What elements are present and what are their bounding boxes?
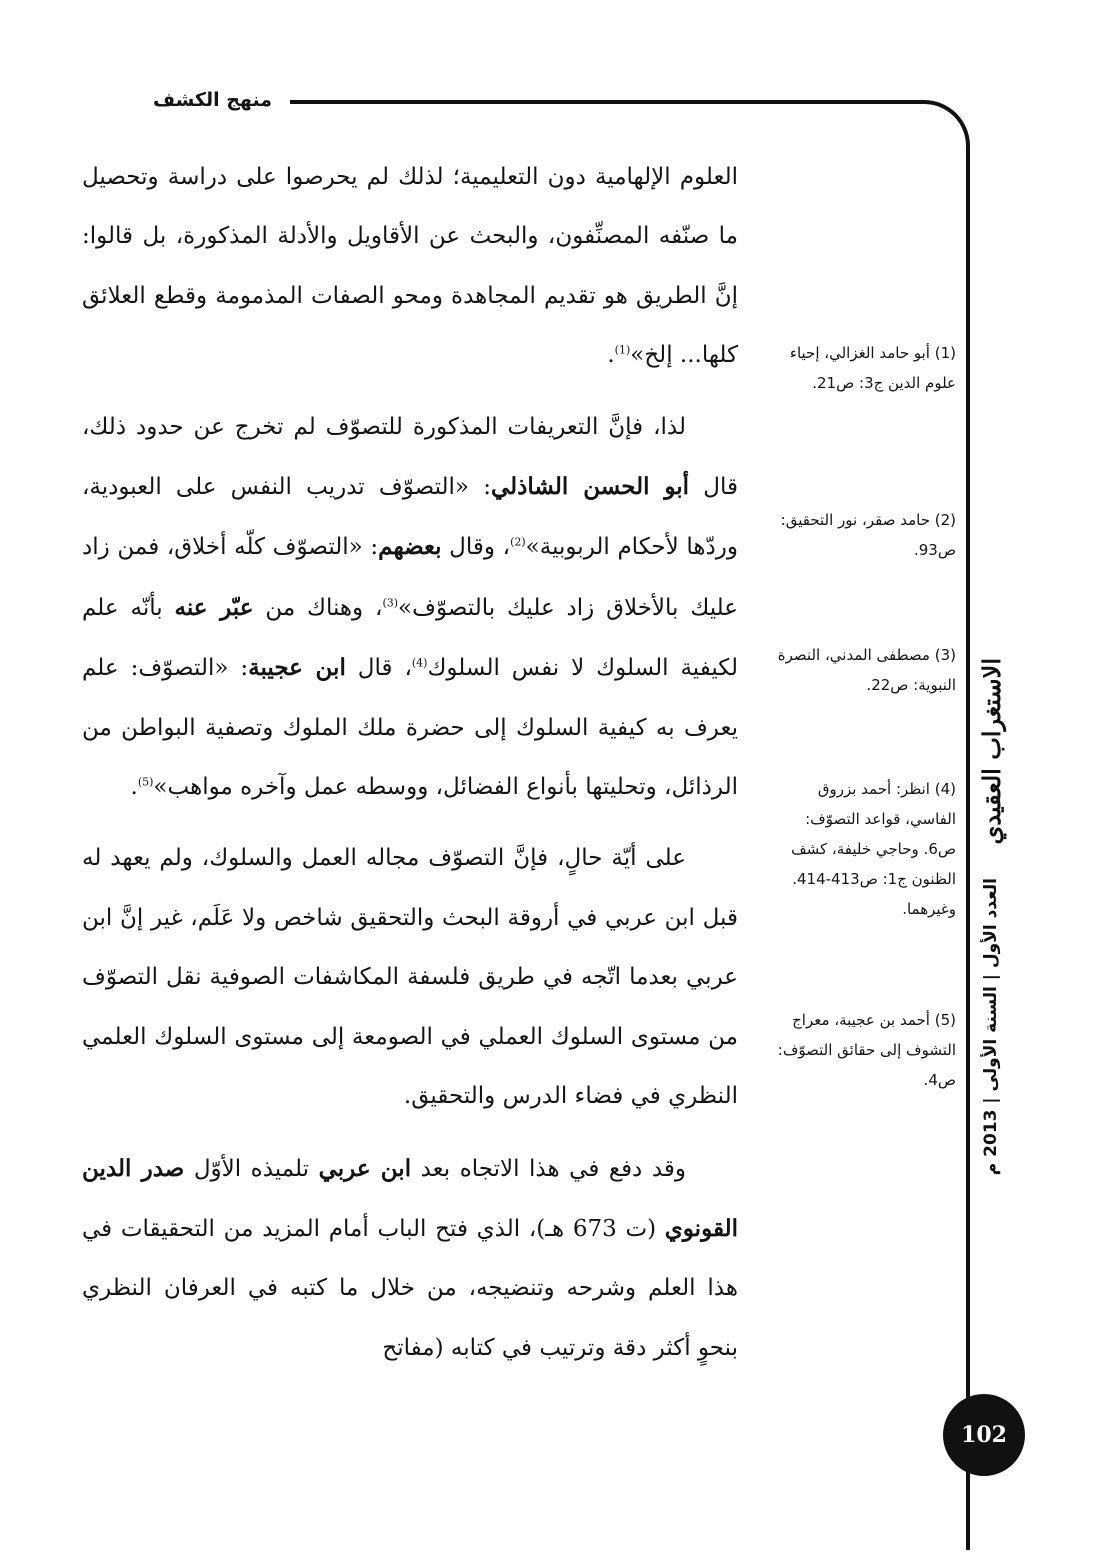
author-name: صدر الدين القونوي (82, 1154, 738, 1242)
paragraph-text: . (607, 342, 615, 369)
footnote-3: (3) مصطفى المدني، النصرة النبوية: ص22. (777, 646, 956, 694)
footnote-5: (5) أحمد بن عجيبة، معراج التشوف إلى حقائق التصوّف: ص4. (777, 1011, 956, 1089)
main-text (82, 148, 738, 1390)
footnote-1: (1) أبو حامد الغزالي، إحياء علوم الدين ج3: ص21. (789, 344, 956, 392)
author-name: أبو الحسن الشاذلي (490, 473, 690, 501)
paragraph-text: تلميذه الأوّل (184, 1155, 319, 1182)
page-number-badge: 102 (943, 1394, 1025, 1476)
paragraph-2 (82, 398, 738, 818)
paragraph-text: (ت 673 هـ)، الذي فتح الباب أمام المزيد من التحقيقات في هذا العلم وشرحه وتنضيجه، من خلال ما كتبه في العرفان النظري بنحوٍ أكثر دقة وترتيب في كتابه (مفاتح (82, 1215, 738, 1361)
paragraph-text: . (130, 774, 138, 801)
paragraph-text: : «التصوّف: علم يعرف به كيفية السلوك إلى حضرة ملك الملوك وتصفية البواطن من الرذائل، وتحليتها بأنواع الفضائل، ووسطه عمل وآخره مواهب» (82, 655, 738, 801)
paragraph-1 (82, 148, 738, 386)
running-header: منهج الكشف (152, 89, 272, 111)
footnote-ref-4[interactable]: (4) (411, 656, 428, 670)
author-name: ابن عربي (318, 1154, 412, 1182)
footnote-ref-5[interactable]: (5) (137, 775, 154, 789)
footnote-ref-2[interactable]: (2) (510, 535, 526, 549)
paragraph-text: لذا، فإنَّ التعريفات المذكورة للتصوّف لم تخرج عن حدود ذلك، قال (82, 413, 739, 501)
author-name: ابن عجيبة (248, 654, 346, 682)
emphasis-text: عبّر عنه (174, 593, 254, 621)
paragraph-text: ، وقال (441, 534, 511, 561)
footnote-4: (4) انظر: أحمد بزروق الفاسي، قواعد التصوّف: ص6. وحاجي خليفة، كشف الظنون ج1: ص413-414. وغيرهما. (791, 780, 956, 918)
paragraph-text: ، قال (345, 655, 412, 682)
paragraph-text: ، وهناك من (253, 594, 383, 621)
paragraph-text: : «التصوّف كلّه أخلاق، فمن زاد عليك بالأخلاق زاد عليك بالتصوّف» (82, 534, 738, 621)
paragraph-3: على أيّة حالٍ، فإنَّ التصوّف مجاله العمل والسلوك، ولم يعهد له قبل ابن عربي في أروقة البحث والتحقيق شاخص ولا عَلَم، غير إنَّ ابن عربي بعدما اتّجه في طريق فلسفة المكاشفات الصوفية نقل التصوّف من مستوى السلوك العملي في الصومعة إلى مستوى السلوك العلمي النظري في فضاء الدرس والتحقيق. (82, 845, 738, 1110)
paragraph-text: وقد دفع في هذا الاتجاه بعد (411, 1155, 686, 1182)
footnote-ref-1[interactable]: (1) (614, 343, 631, 357)
footnote-ref-3[interactable]: (3) (382, 596, 399, 610)
paragraph-text: : «التصوّف تدريب النفس على العبودية، وردّها لأحكام الربوبية» (82, 474, 738, 561)
paragraph-text: بأنّه علم لكيفية السلوك لا نفس السلوك (82, 594, 739, 682)
paragraph-4 (82, 1139, 738, 1379)
paragraph-text: العلوم الإلهامية دون التعليمية؛ لذلك لم يحرصوا على دراسة وتحصيل ما صنّفه المصنِّفون، والبحث عن الأقاويل والأدلة المذكورة، بل قالوا: إنَّ الطريق هو تقديم المجاهدة ومحو الصفات المذمومة وقطع العلائق كلها... إلخ» (82, 164, 738, 369)
journal-logo: الاستغراب العقيدي (976, 658, 1006, 845)
issue-info: العدد الأول | السنة الأولى | 2013 م (981, 878, 1001, 1176)
author-name: بعضهم (378, 533, 442, 561)
footnote-2: (2) حامد صقر، نور التحقيق: ص93. (780, 511, 956, 559)
